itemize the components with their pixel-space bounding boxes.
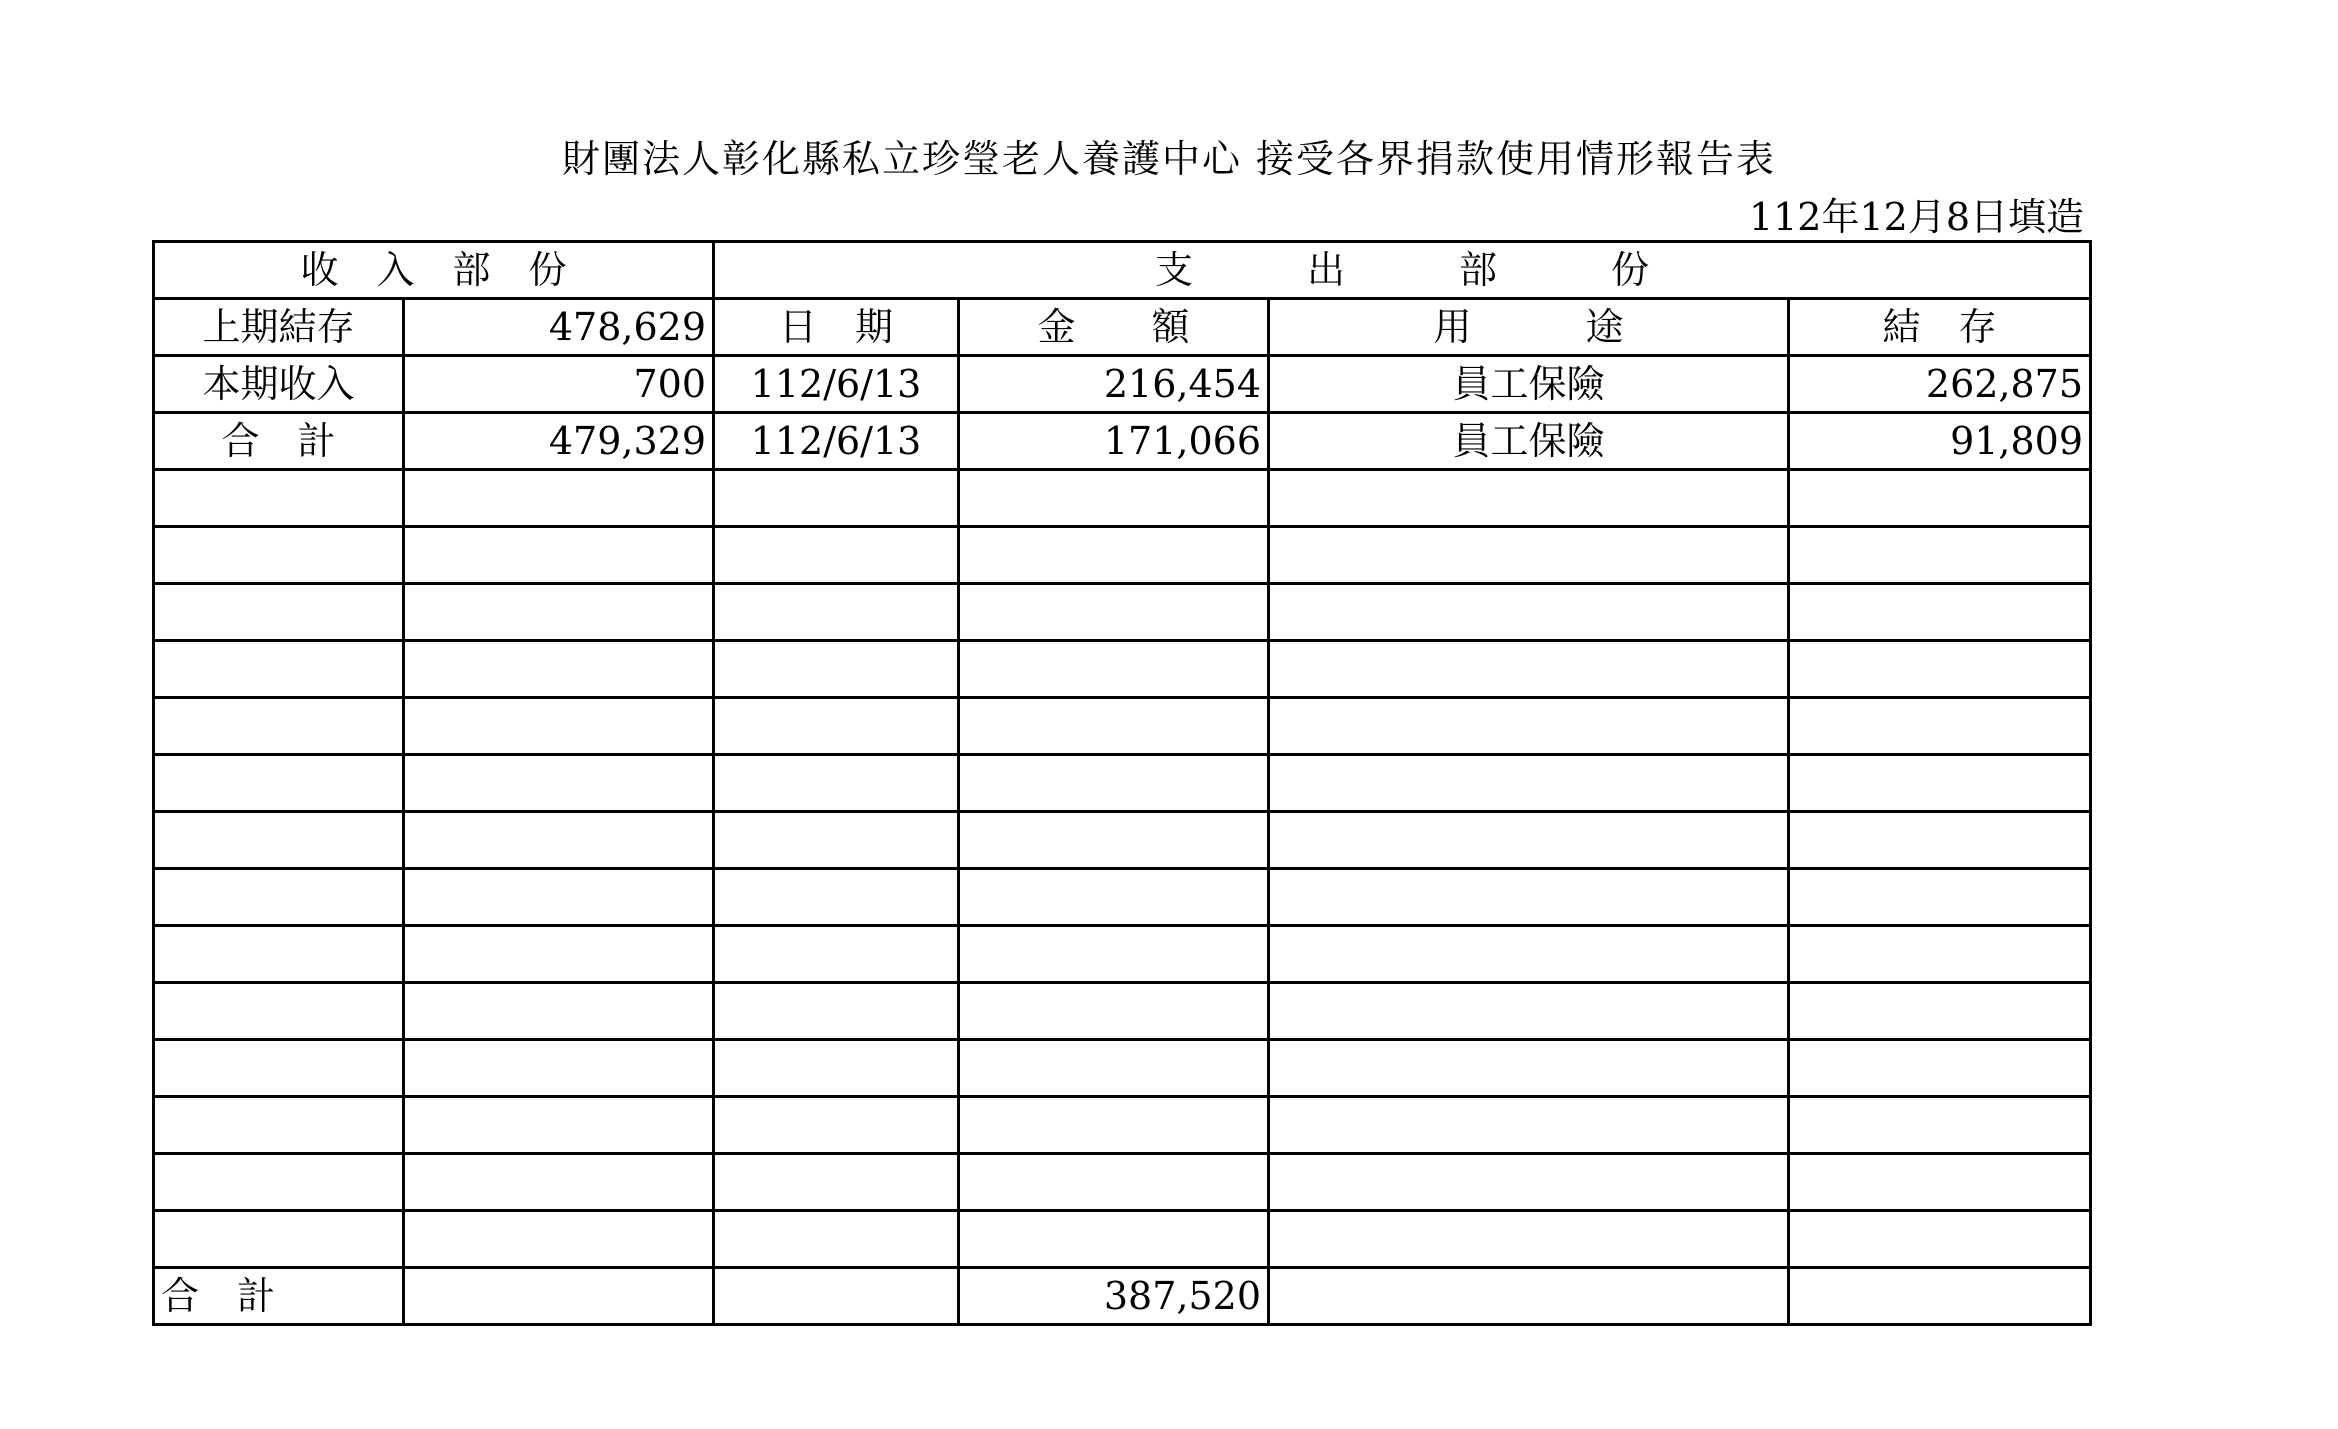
empty-cell [1789,584,2091,641]
empty-cell [404,1097,714,1154]
empty-cell [714,698,959,755]
empty-cell [959,470,1269,527]
empty-cell [404,641,714,698]
empty-cell [404,584,714,641]
empty-cell [154,812,404,869]
report-title: 財團法人彰化縣私立珍瑩老人養護中心 接受各界捐款使用情形報告表 [561,137,1777,181]
empty-cell [714,869,959,926]
empty-cell [959,1097,1269,1154]
empty-cell [404,812,714,869]
column-header-amount: 金 額 [959,299,1269,356]
empty-cell [1269,470,1789,527]
empty-row [154,983,2091,1040]
empty-cell [154,1154,404,1211]
empty-cell [959,527,1269,584]
empty-cell [154,527,404,584]
empty-cell [1789,869,2091,926]
empty-cell [1789,470,2091,527]
empty-cell [714,1268,959,1325]
empty-row [154,641,2091,698]
empty-row [154,869,2091,926]
empty-row [154,584,2091,641]
empty-cell [1789,1268,2091,1325]
empty-cell [404,1040,714,1097]
empty-cell [1269,926,1789,983]
total-row [154,1268,2091,1325]
empty-cell [959,926,1269,983]
donation-report-table [152,240,2092,1326]
empty-cell [154,698,404,755]
empty-cell [959,812,1269,869]
empty-cell [1789,1040,2091,1097]
income-label: 本期收入 [154,356,404,413]
empty-cell [714,812,959,869]
empty-cell [154,584,404,641]
empty-cell [1789,983,2091,1040]
empty-cell [1789,755,2091,812]
empty-cell [404,470,714,527]
fill-date: 112年12月8日填造 [1748,195,2084,239]
empty-cell [1789,1097,2091,1154]
expense-amount: 216,454 [959,356,1269,413]
empty-cell [714,1097,959,1154]
empty-cell [1269,983,1789,1040]
empty-cell [1789,698,2091,755]
empty-cell [959,641,1269,698]
expense-balance: 91,809 [1789,413,2091,470]
table-row [154,413,2091,470]
empty-cell [714,527,959,584]
empty-cell [959,698,1269,755]
empty-cell [404,1268,714,1325]
total-expense-amount: 387,520 [959,1268,1269,1325]
empty-cell [404,698,714,755]
income-value: 478,629 [404,299,714,356]
empty-cell [714,983,959,1040]
empty-cell [1269,812,1789,869]
empty-cell [1789,641,2091,698]
income-label: 合 計 [154,413,404,470]
empty-cell [154,926,404,983]
empty-row [154,1040,2091,1097]
empty-cell [714,1040,959,1097]
empty-cell [404,1211,714,1268]
empty-row [154,1097,2091,1154]
empty-cell [1789,1154,2091,1211]
empty-row [154,812,2091,869]
empty-cell [1269,755,1789,812]
empty-cell [959,755,1269,812]
empty-cell [714,641,959,698]
empty-cell [404,983,714,1040]
empty-cell [959,584,1269,641]
empty-cell [1269,641,1789,698]
table-row [154,356,2091,413]
empty-cell [1269,1154,1789,1211]
empty-cell [714,1154,959,1211]
empty-cell [404,527,714,584]
empty-cell [154,869,404,926]
empty-row [154,698,2091,755]
empty-cell [154,1097,404,1154]
empty-cell [959,869,1269,926]
empty-cell [1789,812,2091,869]
empty-cell [404,926,714,983]
empty-cell [714,1211,959,1268]
empty-row [154,527,2091,584]
empty-cell [154,470,404,527]
empty-cell [404,755,714,812]
table-row [154,299,2091,356]
empty-cell [1269,1211,1789,1268]
expense-amount: 171,066 [959,413,1269,470]
empty-cell [404,1154,714,1211]
empty-cell [154,1211,404,1268]
section-header-row [154,242,2091,299]
empty-cell [714,755,959,812]
empty-cell [1269,584,1789,641]
column-header-date: 日 期 [714,299,959,356]
empty-cell [714,470,959,527]
empty-cell [959,1211,1269,1268]
empty-row [154,1154,2091,1211]
expense-usage: 員工保險 [1269,356,1789,413]
empty-cell [959,1040,1269,1097]
empty-row [154,1211,2091,1268]
total-label: 合 計 [154,1268,404,1325]
column-header-balance: 結 存 [1789,299,2091,356]
expense-date: 112/6/13 [714,413,959,470]
empty-cell [154,983,404,1040]
income-value: 700 [404,356,714,413]
empty-cell [1269,1040,1789,1097]
empty-row [154,755,2091,812]
empty-cell [154,1040,404,1097]
empty-cell [1269,1268,1789,1325]
income-value: 479,329 [404,413,714,470]
expense-section-header: 支 出 部 份 [714,242,2091,299]
column-header-usage: 用 途 [1269,299,1789,356]
empty-cell [959,1154,1269,1211]
empty-cell [1789,926,2091,983]
empty-cell [1269,869,1789,926]
empty-cell [1269,698,1789,755]
empty-cell [1789,527,2091,584]
empty-cell [714,926,959,983]
expense-balance: 262,875 [1789,356,2091,413]
empty-cell [1269,1097,1789,1154]
empty-cell [404,869,714,926]
empty-row [154,926,2091,983]
empty-cell [959,983,1269,1040]
empty-cell [1269,527,1789,584]
income-label: 上期結存 [154,299,404,356]
expense-date: 112/6/13 [714,356,959,413]
empty-cell [154,641,404,698]
empty-row [154,470,2091,527]
expense-usage: 員工保險 [1269,413,1789,470]
empty-cell [154,755,404,812]
empty-cell [714,584,959,641]
income-section-header: 收 入 部 份 [154,242,714,299]
empty-cell [1789,1211,2091,1268]
